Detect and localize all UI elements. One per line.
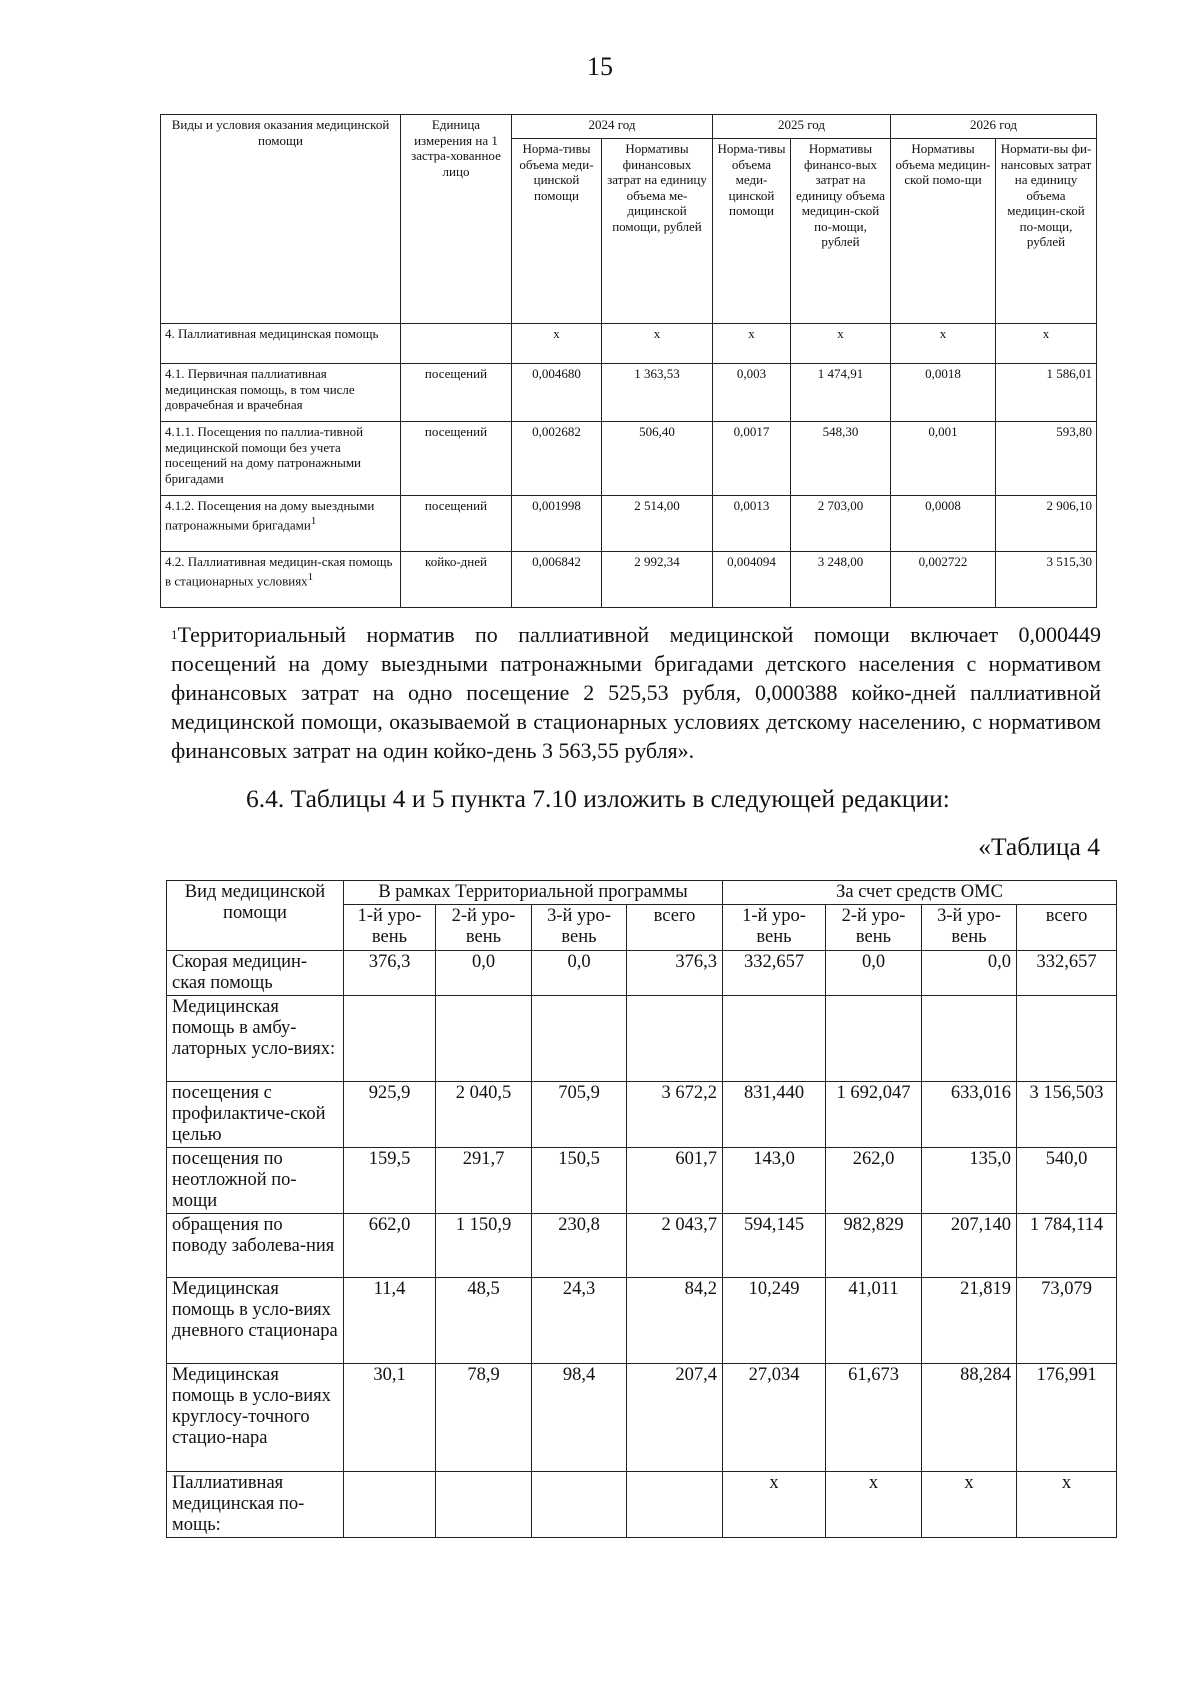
cell: 593,80 [996,422,1097,496]
cell: 506,40 [602,422,713,496]
header-2024-volume: Норма-тивы объема меди-цинской помощи [512,139,602,324]
cell: 662,0 [344,1214,436,1278]
cell: 27,034 [723,1364,826,1472]
header-year-2025: 2025 год [713,115,891,139]
cell: 2 043,7 [627,1214,723,1278]
cell [723,996,826,1082]
cell: 0,002682 [512,422,602,496]
header-level-1: 1-й уро-вень [723,905,826,951]
table-row [167,1148,1117,1214]
cell: 2 040,5 [436,1082,532,1148]
cell: 84,2 [627,1278,723,1364]
cell: 540,0 [1017,1148,1117,1214]
cell: x [791,324,891,364]
cell [922,996,1017,1082]
row-label: Медицинская помощь в усло-виях круглосу-точного стацио-нара [167,1364,344,1472]
cell: 3 672,2 [627,1082,723,1148]
cell: 548,30 [791,422,891,496]
cell: 0,001 [891,422,996,496]
header-type: Виды и условия оказания медицинской помощи [161,115,401,324]
cell: 73,079 [1017,1278,1117,1364]
cell: 11,4 [344,1278,436,1364]
header-year-2024: 2024 год [512,115,713,139]
cell: 98,4 [532,1364,627,1472]
cell: 207,4 [627,1364,723,1472]
footnote-marker: 1 [310,514,317,527]
footnote-marker: 1 [307,570,314,583]
cell: 1 474,91 [791,364,891,422]
row-label: 4.1.1. Посещения по паллиа-тивной медицинской помощи без учета посещений на дому патронажными бригадами [161,422,401,496]
cell: 0,0017 [713,422,791,496]
cell: 88,284 [922,1364,1017,1472]
header-2024-cost: Нормативы финансовых затрат на единицу объема ме-дицинской помощи, рублей [602,139,713,324]
cell: 601,7 [627,1148,723,1214]
header-territorial: В рамках Территориальной программы [344,881,723,905]
cell: x [1017,1472,1117,1538]
cell [344,1472,436,1538]
row-unit: посещений [401,364,512,422]
row-label: Скорая медицин-ская помощь [167,951,344,996]
header-total: всего [1017,905,1117,951]
normatives-table [160,114,1097,608]
cell: 0,0 [436,951,532,996]
cell: x [713,324,791,364]
cell: 0,002722 [891,552,996,608]
cell: 332,657 [1017,951,1117,996]
header-year-2026: 2026 год [891,115,1097,139]
cell: 3 515,30 [996,552,1097,608]
cell: 1 363,53 [602,364,713,422]
header-level-1: 1-й уро-вень [344,905,436,951]
row-label [161,496,401,552]
table-row [161,496,1097,552]
header-2025-volume: Норма-тивы объема меди-цинской помощи [713,139,791,324]
cell [627,1472,723,1538]
row-label [161,552,401,608]
row-label: Медицинская помощь в усло-виях дневного стационара [167,1278,344,1364]
row-label: Паллиативная медицинская по-мощь: [167,1472,344,1538]
cell [532,1472,627,1538]
cell: 332,657 [723,951,826,996]
table-row [167,1214,1117,1278]
cell: x [826,1472,922,1538]
cell: 41,011 [826,1278,922,1364]
cell: 1 692,047 [826,1082,922,1148]
cell: 0,0 [922,951,1017,996]
cell: 10,249 [723,1278,826,1364]
cell: 21,819 [922,1278,1017,1364]
cell: 291,7 [436,1148,532,1214]
cell [436,996,532,1082]
cell: 0,004094 [713,552,791,608]
cell: 159,5 [344,1148,436,1214]
cell: 0,0008 [891,496,996,552]
cell: 3 156,503 [1017,1082,1117,1148]
cell: x [723,1472,826,1538]
row-label: 4.1. Первичная паллиативная медицинская помощь, в том числе доврачебная и врачебная [161,364,401,422]
cell [344,996,436,1082]
cell: 2 992,34 [602,552,713,608]
cell: 48,5 [436,1278,532,1364]
header-level-2: 2-й уро-вень [436,905,532,951]
cell: 1 586,01 [996,364,1097,422]
volume-table [166,880,1117,1538]
table-row [167,1472,1117,1538]
cell: 376,3 [627,951,723,996]
row-label: обращения по поводу заболева-ния [167,1214,344,1278]
row-label-text: 4.2. Паллиативная медицин-ская помощь в стационарных условиях [165,554,393,588]
cell: 982,829 [826,1214,922,1278]
row-label: посещения с профилактиче-ской целью [167,1082,344,1148]
table-row [167,1364,1117,1472]
header-level-2: 2-й уро-вень [826,905,922,951]
cell [532,996,627,1082]
cell: 0,0 [826,951,922,996]
cell [436,1472,532,1538]
cell: x [922,1472,1017,1538]
row-label-text: 4.1.2. Посещения на дому выездными патронажными бригадами [165,498,375,532]
cell: 24,3 [532,1278,627,1364]
table-row [161,552,1097,608]
row-unit: посещений [401,422,512,496]
cell: 0,006842 [512,552,602,608]
table-row [167,951,1117,996]
cell: 30,1 [344,1364,436,1472]
footnote-marker: 1 [171,627,178,642]
table-caption: «Таблица 4 [978,832,1100,861]
cell: 1 150,9 [436,1214,532,1278]
cell: 2 703,00 [791,496,891,552]
cell: x [512,324,602,364]
cell: 376,3 [344,951,436,996]
amendment-instruction: 6.4. Таблицы 4 и 5 пункта 7.10 изложить в следующей редакции: [246,784,950,813]
cell: 1 784,114 [1017,1214,1117,1278]
row-unit: койко-дней [401,552,512,608]
header-2026-volume: Нормативы объема медицин-ской помо-щи [891,139,996,324]
table-row [161,422,1097,496]
header-2026-cost: Нормати-вы фи-нансовых затрат на единицу объема медицин-ской по-мощи, рублей [996,139,1097,324]
header-type: Вид медицинской помощи [167,881,344,951]
page-number: 15 [587,52,613,81]
header-unit: Единица измерения на 1 застра-хованное лицо [401,115,512,324]
cell: 78,9 [436,1364,532,1472]
cell [826,996,922,1082]
footnote-text: Территориальный норматив по паллиативной медицинской помощи включает 0,000449 посещений на дому выездными патронажными бригадами детского населения с нормативом финансовых затрат на одно посещение 2 525,53 рубля, 0,000388 койко-дней паллиативной медицинской помощи, оказываемой в стационарных условиях детскому населению, с нормативом финансовых затрат на один койко-день 3 563,55 рубля». [171,622,1101,763]
cell [1017,996,1117,1082]
table-row [161,364,1097,422]
cell: 0,004680 [512,364,602,422]
cell: 0,0 [532,951,627,996]
header-oms: За счет средств ОМС [723,881,1117,905]
cell: 0,0018 [891,364,996,422]
table-row [167,1082,1117,1148]
cell: 705,9 [532,1082,627,1148]
cell: x [996,324,1097,364]
cell: 207,140 [922,1214,1017,1278]
row-unit: посещений [401,496,512,552]
header-total: всего [627,905,723,951]
cell [627,996,723,1082]
cell: 135,0 [922,1148,1017,1214]
cell: 61,673 [826,1364,922,1472]
cell: 594,145 [723,1214,826,1278]
cell: 2 514,00 [602,496,713,552]
row-label: 4. Паллиативная медицинская помощь [161,324,401,364]
cell: 150,5 [532,1148,627,1214]
cell: 262,0 [826,1148,922,1214]
cell: 633,016 [922,1082,1017,1148]
footnote [171,620,1101,765]
cell: 831,440 [723,1082,826,1148]
row-label: Медицинская помощь в амбу-латорных усло-виях: [167,996,344,1082]
header-2025-cost: Нормативы финансо-вых затрат на единицу объема медицин-ской по-мощи, рублей [791,139,891,324]
cell: 143,0 [723,1148,826,1214]
row-unit [401,324,512,364]
header-level-3: 3-й уро-вень [532,905,627,951]
table-row [161,324,1097,364]
row-label: посещения по неотложной по-мощи [167,1148,344,1214]
cell: 0,0013 [713,496,791,552]
cell: x [602,324,713,364]
cell: 176,991 [1017,1364,1117,1472]
table-row [167,1278,1117,1364]
table-row [167,996,1117,1082]
cell: 2 906,10 [996,496,1097,552]
cell: 925,9 [344,1082,436,1148]
cell: 3 248,00 [791,552,891,608]
cell: 230,8 [532,1214,627,1278]
header-level-3: 3-й уро-вень [922,905,1017,951]
cell: 0,003 [713,364,791,422]
cell: 0,001998 [512,496,602,552]
cell: x [891,324,996,364]
